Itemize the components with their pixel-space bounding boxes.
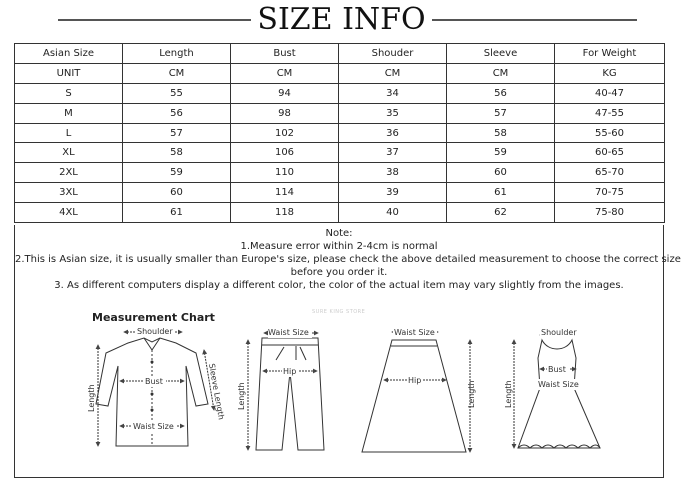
- table-cell: 3XL: [15, 183, 123, 203]
- skirt-illustration: [362, 332, 470, 452]
- table-cell: 56: [447, 83, 555, 103]
- table-cell: 60: [447, 163, 555, 183]
- table-cell: 62: [447, 203, 555, 223]
- note-line-2: 2.This is Asian size, it is usually smaller than Europe's size, please check the above detailed measurement to choose the correct size: [15, 254, 681, 265]
- table-cell: 98: [231, 103, 339, 123]
- table-cell: 38: [339, 163, 447, 183]
- note-line-1: 1.Measure error within 2-4cm is normal: [240, 241, 438, 252]
- table-cell: 39: [339, 183, 447, 203]
- table-cell: KG: [555, 63, 665, 83]
- dress-bust-label: Bust: [548, 365, 566, 374]
- measurement-chart-title: Measurement Chart: [92, 311, 215, 324]
- table-cell: 47-55: [555, 103, 665, 123]
- skirt-hip-label: Hip: [408, 376, 422, 385]
- watermark: SURE KING STORE: [312, 309, 366, 315]
- table-cell: 70-75: [555, 183, 665, 203]
- table-cell: 2XL: [15, 163, 123, 183]
- table-cell: 114: [231, 183, 339, 203]
- table-cell: 61: [123, 203, 231, 223]
- shirt-waist-label: Waist Size: [133, 422, 174, 431]
- table-cell: 56: [123, 103, 231, 123]
- pants-length-label: Length: [237, 382, 246, 410]
- shirt-sleeve-label: Sleeve Length: [207, 362, 226, 421]
- table-cell: 35: [339, 103, 447, 123]
- table-cell: 57: [447, 103, 555, 123]
- table-cell: 118: [231, 203, 339, 223]
- table-cell: Bust: [231, 44, 339, 64]
- pants-waist-label: Waist Size: [268, 328, 309, 337]
- table-cell: CM: [447, 63, 555, 83]
- pants-illustration: [248, 333, 324, 450]
- table-cell: 59: [447, 143, 555, 163]
- dress-waist-label: Waist Size: [538, 380, 579, 389]
- table-cell: CM: [231, 63, 339, 83]
- table-cell: UNIT: [15, 63, 123, 83]
- note-line-2-cont: before you order it.: [290, 267, 388, 278]
- table-cell: Sleeve: [447, 44, 555, 64]
- table-cell: 55: [123, 83, 231, 103]
- table-cell: 75-80: [555, 203, 665, 223]
- table-cell: 59: [123, 163, 231, 183]
- skirt-length-label: Length: [467, 380, 476, 408]
- shirt-bust-label: Bust: [145, 377, 163, 386]
- table-cell: 4XL: [15, 203, 123, 223]
- table-cell: L: [15, 123, 123, 143]
- table-cell: 94: [231, 83, 339, 103]
- dress-illustration: [514, 335, 600, 448]
- table-cell: Shouder: [339, 44, 447, 64]
- skirt-waist-label: Waist Size: [394, 328, 435, 337]
- note-line-3: 3. As different computers display a different color, the color of the actual item may vary slightly from the images.: [54, 280, 624, 291]
- shirt-shoulder-label: Shoulder: [137, 327, 173, 336]
- table-cell: 40: [339, 203, 447, 223]
- table-cell: CM: [123, 63, 231, 83]
- table-cell: 58: [447, 123, 555, 143]
- table-cell: 57: [123, 123, 231, 143]
- table-cell: M: [15, 103, 123, 123]
- table-cell: 110: [231, 163, 339, 183]
- table-cell: 34: [339, 83, 447, 103]
- table-cell: 37: [339, 143, 447, 163]
- table-cell: 65-70: [555, 163, 665, 183]
- table-cell: Asian Size: [15, 44, 123, 64]
- table-cell: 55-60: [555, 123, 665, 143]
- page-title: SIZE INFO: [257, 2, 426, 37]
- table-cell: 40-47: [555, 83, 665, 103]
- shirt-length-label: Length: [87, 384, 96, 412]
- table-cell: CM: [339, 63, 447, 83]
- dress-length-label: Length: [504, 380, 513, 408]
- table-cell: Length: [123, 44, 231, 64]
- note-heading: Note:: [325, 228, 353, 239]
- dress-shoulder-label: Shoulder: [541, 328, 577, 337]
- table-cell: 58: [123, 143, 231, 163]
- table-cell: XL: [15, 143, 123, 163]
- table-cell: 61: [447, 183, 555, 203]
- table-cell: 36: [339, 123, 447, 143]
- table-cell: 60: [123, 183, 231, 203]
- table-cell: 102: [231, 123, 339, 143]
- table-cell: For Weight: [555, 44, 665, 64]
- table-cell: 106: [231, 143, 339, 163]
- table-cell: S: [15, 83, 123, 103]
- pants-hip-label: Hip: [283, 367, 297, 376]
- table-cell: 60-65: [555, 143, 665, 163]
